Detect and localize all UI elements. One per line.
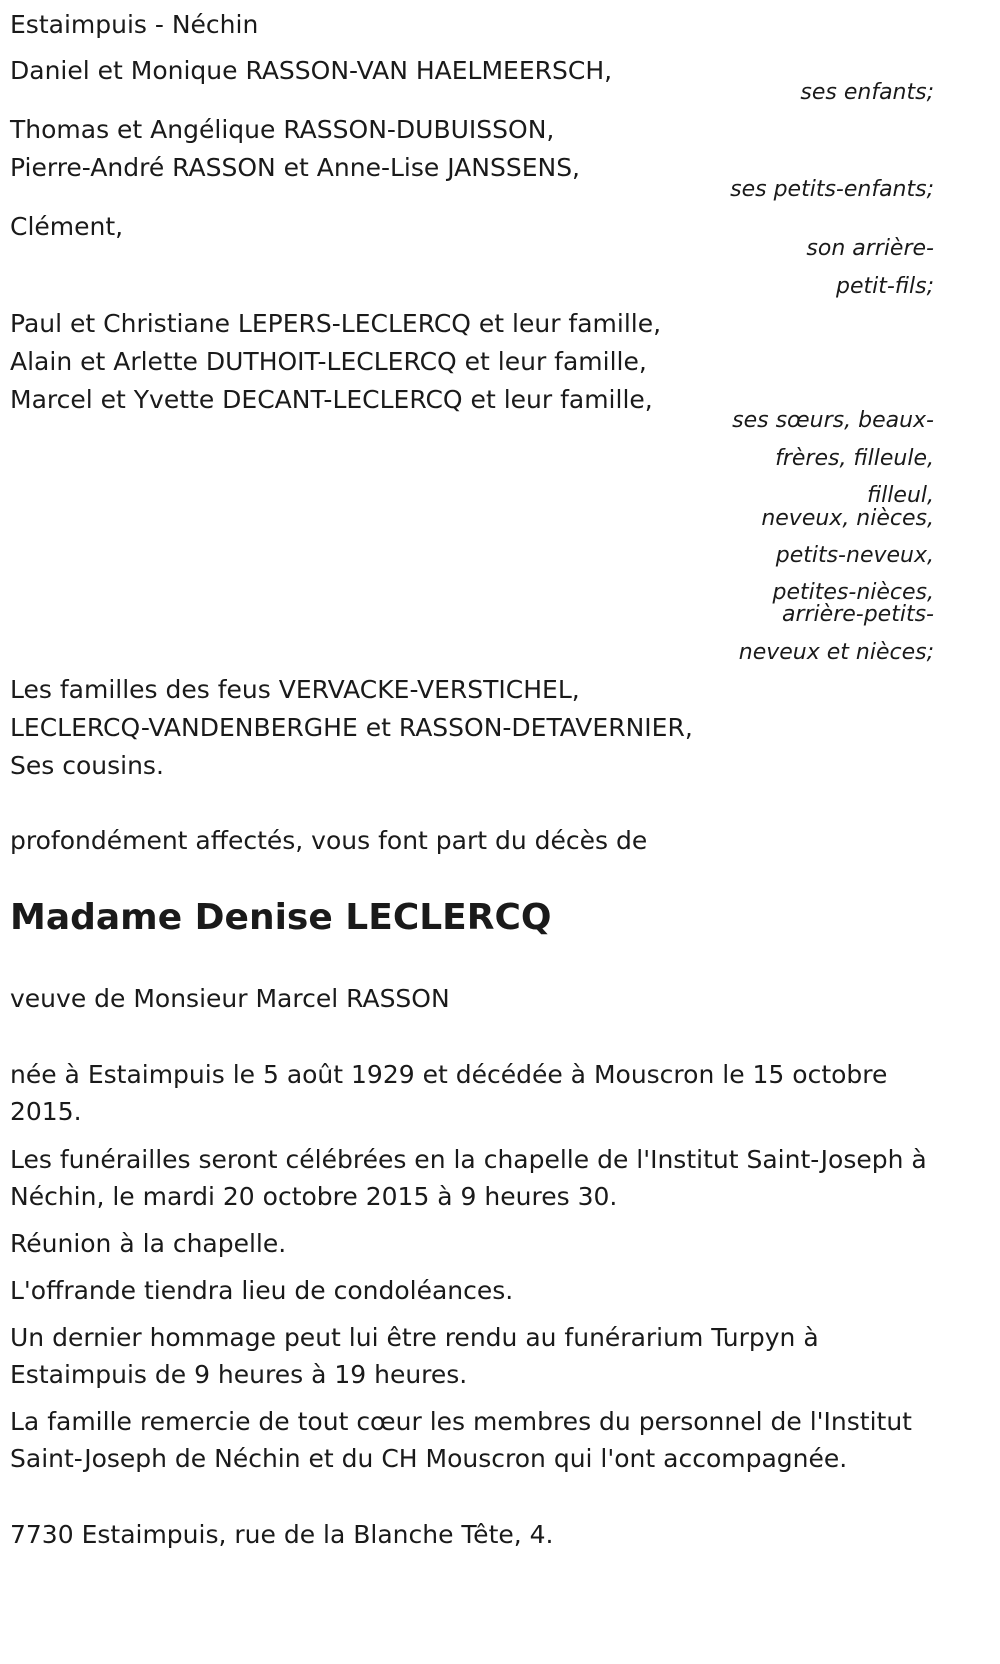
offering-text: L'offrande tiendra lieu de condoléances. <box>10 1276 514 1305</box>
announcement-text: profondément affectés, vous font part du décès de <box>10 826 648 855</box>
birth-death-line-2: 2015. <box>10 1097 82 1126</box>
grandchild-line-2: Pierre-André RASSON et Anne-Lise JANSSENS, <box>10 153 581 182</box>
great-grandchild-role-2: petit-fils; <box>835 274 934 299</box>
homage-line-2: Estaimpuis de 9 heures à 19 heures. <box>10 1360 468 1389</box>
homage-line-1: Un dernier hommage peut lui être rendu au funérarium Turpyn à <box>10 1323 819 1352</box>
thanks-line-2: Saint-Joseph de Néchin et du CH Mouscron qui l'ont accompagnée. <box>10 1444 848 1473</box>
deceased-name: Madame Denise LECLERCQ <box>10 897 552 938</box>
siblings-role-2: frères, filleule, <box>775 446 934 471</box>
siblings-role-5: petits-neveux, <box>775 543 934 568</box>
funeral-line-2: Néchin, le mardi 20 octobre 2015 à 9 heures 30. <box>10 1182 618 1211</box>
sibling-line-2: Alain et Arlette DUTHOIT-LECLERCQ et leur famille, <box>10 347 647 376</box>
address-text: 7730 Estaimpuis, rue de la Blanche Tête, 4. <box>10 1520 554 1549</box>
others-line-3: Ses cousins. <box>10 751 164 780</box>
funeral-line-1: Les funérailles seront célébrées en la chapelle de l'Institut Saint-Joseph à <box>10 1145 927 1174</box>
location-header: Estaimpuis - Néchin <box>10 10 259 39</box>
children-names: Daniel et Monique RASSON-VAN HAELMEERSCH, <box>10 56 613 85</box>
great-grandchild-name: Clément, <box>10 212 124 241</box>
siblings-role-4: neveux, nièces, <box>761 506 934 531</box>
siblings-role-8: neveux et nièces; <box>738 640 934 665</box>
great-grandchild-role-1: son arrière- <box>806 236 934 261</box>
siblings-role-6: petites-nièces, <box>772 580 934 605</box>
grandchild-line-1: Thomas et Angélique RASSON-DUBUISSON, <box>10 115 555 144</box>
others-line-2: LECLERCQ-VANDENBERGHE et RASSON-DETAVERNIER, <box>10 713 693 742</box>
sibling-line-1: Paul et Christiane LEPERS-LECLERCQ et leur famille, <box>10 309 662 338</box>
siblings-role-1: ses sœurs, beaux- <box>732 408 934 433</box>
sibling-line-3: Marcel et Yvette DECANT-LECLERCQ et leur famille, <box>10 385 653 414</box>
widow-of: veuve de Monsieur Marcel RASSON <box>10 984 450 1013</box>
meeting-text: Réunion à la chapelle. <box>10 1229 287 1258</box>
children-role: ses enfants; <box>800 80 934 105</box>
others-line-1: Les familles des feus VERVACKE-VERSTICHEL, <box>10 675 580 704</box>
thanks-line-1: La famille remercie de tout cœur les membres du personnel de l'Institut <box>10 1407 912 1436</box>
siblings-role-7: arrière-petits- <box>781 602 934 627</box>
grandchildren-role: ses petits-enfants; <box>730 177 934 202</box>
siblings-role-3: filleul, <box>866 483 934 508</box>
birth-death-line-1: née à Estaimpuis le 5 août 1929 et décédée à Mouscron le 15 octobre <box>10 1060 888 1089</box>
